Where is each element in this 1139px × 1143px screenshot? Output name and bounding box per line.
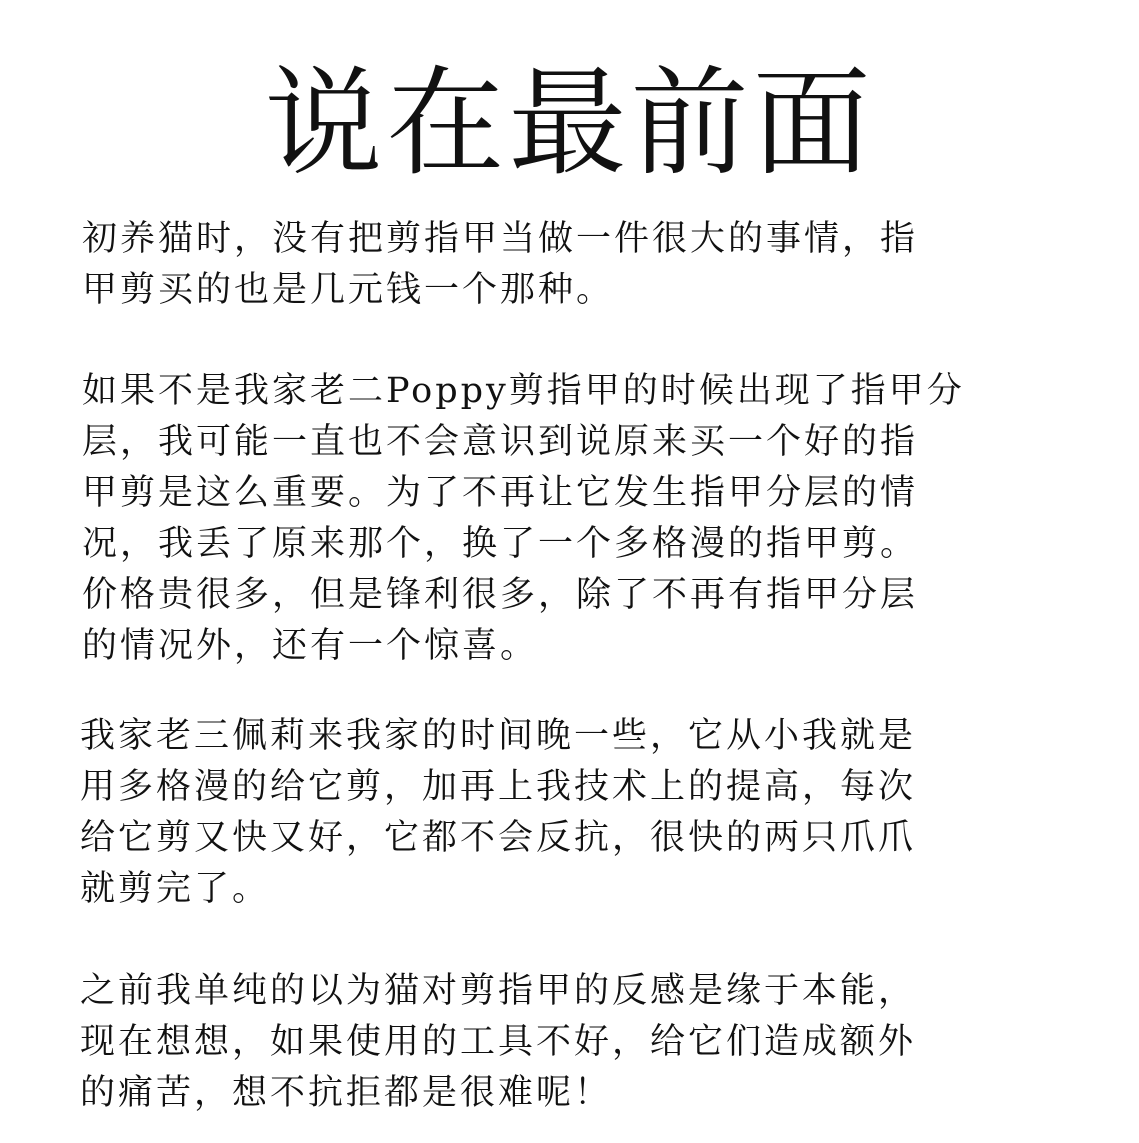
- text-line: 甲剪是这么重要。为了不再让它发生指甲分层的情: [82, 473, 919, 513]
- paragraph-4: [80, 966, 1040, 1119]
- text-line: 的情况外，还有一个惊喜。: [82, 626, 539, 666]
- text-line: 况，我丢了原来那个，换了一个多格漫的指甲剪。: [82, 524, 919, 564]
- paragraph-3: [80, 711, 1040, 915]
- page-title: 说在最前面: [264, 54, 875, 192]
- text-line: 我家老三佩莉来我家的时间晚一些，它从小我就是: [80, 716, 917, 756]
- text-line: 价格贵很多，但是锋利很多，除了不再有指甲分层: [82, 575, 919, 615]
- text-line: 现在想想，如果使用的工具不好，给它们造成额外: [80, 1022, 917, 1062]
- text-line: 用多格漫的给它剪，加再上我技术上的提高，每次: [80, 767, 917, 807]
- text-line: 层，我可能一直也不会意识到说原来买一个好的指: [82, 422, 919, 462]
- text-line: 给它剪又快又好，它都不会反抗，很快的两只爪爪: [80, 818, 917, 858]
- text-line: 之前我单纯的以为猫对剪指甲的反感是缘于本能，: [80, 971, 917, 1011]
- text-line: 的痛苦，想不抗拒都是很难呢！: [80, 1073, 613, 1113]
- text-line: 甲剪买的也是几元钱一个那种。: [82, 270, 615, 310]
- paragraph-1: [82, 214, 1042, 316]
- text-line: 如果不是我家老二Poppy剪指甲的时候出现了指甲分: [82, 371, 965, 411]
- text-line: 就剪完了。: [80, 869, 271, 909]
- paragraph-2: [82, 366, 1042, 672]
- text-line: 初养猫时，没有把剪指甲当做一件很大的事情，指: [82, 219, 919, 259]
